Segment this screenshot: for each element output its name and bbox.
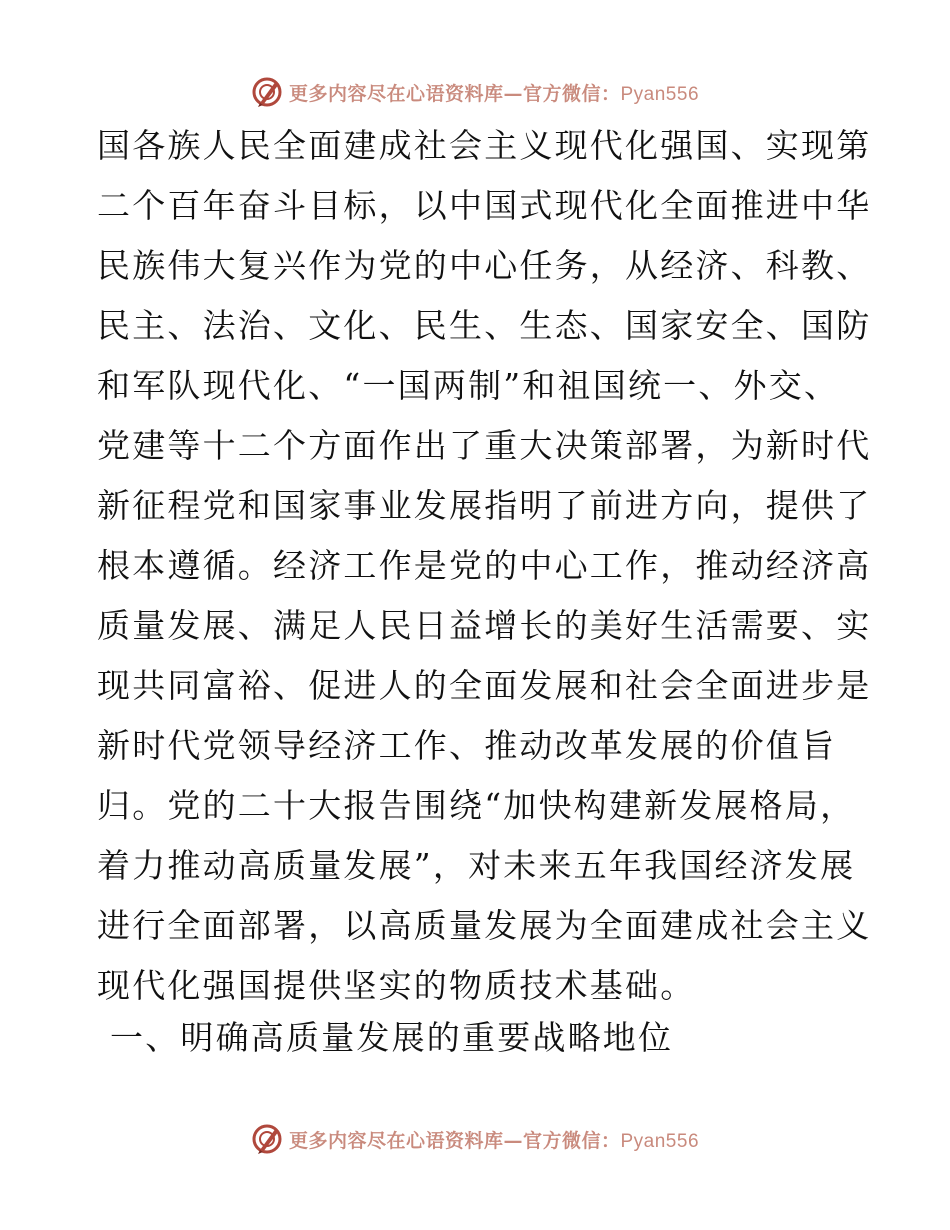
watermark-main: 更多内容尽在心语资料库—官方微信： bbox=[288, 1129, 621, 1152]
body-line: 进行全面部署，以高质量发展为全面建成社会主义 bbox=[97, 906, 872, 945]
pen-logo-icon bbox=[251, 76, 283, 108]
body-line: 党建等十二个方面作出了重大决策部署，为新时代 bbox=[97, 426, 872, 465]
watermark-header bbox=[0, 72, 950, 112]
body-line: 新征程党和国家事业发展指明了前进方向，提供了 bbox=[97, 486, 872, 525]
watermark-text bbox=[289, 1126, 699, 1153]
watermark-text bbox=[289, 79, 699, 106]
watermark-wechat-id: Pyan556 bbox=[620, 83, 700, 105]
body-line: 现代化强国提供坚实的物质技术基础。 bbox=[97, 966, 696, 1005]
body-line: 质量发展、满足人民日益增长的美好生活需要、实 bbox=[97, 606, 872, 645]
body-line: 民主、法治、文化、民生、生态、国家安全、国防 bbox=[97, 306, 872, 345]
body-line: 根本遵循。经济工作是党的中心工作，推动经济高 bbox=[97, 546, 872, 585]
body-line: 新时代党领导经济工作、推动改革发展的价值旨 bbox=[97, 726, 837, 765]
watermark-footer bbox=[0, 1119, 950, 1159]
section-heading: 一、明确高质量发展的重要战略地位 bbox=[110, 1018, 674, 1057]
body-line: 现共同富裕、促进人的全面发展和社会全面进步是 bbox=[97, 666, 872, 705]
body-line: 二个百年奋斗目标，以中国式现代化全面推进中华 bbox=[97, 186, 872, 225]
body-line: 着力推动高质量发展”，对未来五年我国经济发展 bbox=[97, 846, 856, 885]
pen-logo-icon bbox=[251, 1123, 283, 1155]
watermark-main: 更多内容尽在心语资料库—官方微信： bbox=[288, 82, 621, 105]
body-line: 国各族人民全面建成社会主义现代化强国、实现第 bbox=[97, 126, 872, 165]
body-line: 归。党的二十大报告围绕“加快构建新发展格局， bbox=[97, 786, 856, 825]
body-line: 和军队现代化、“一国两制”和祖国统一、外交、 bbox=[97, 366, 840, 405]
watermark-wechat-id: Pyan556 bbox=[620, 1130, 700, 1152]
body-paragraph bbox=[97, 116, 872, 1016]
body-line: 民族伟大复兴作为党的中心任务，从经济、科教、 bbox=[97, 246, 872, 285]
